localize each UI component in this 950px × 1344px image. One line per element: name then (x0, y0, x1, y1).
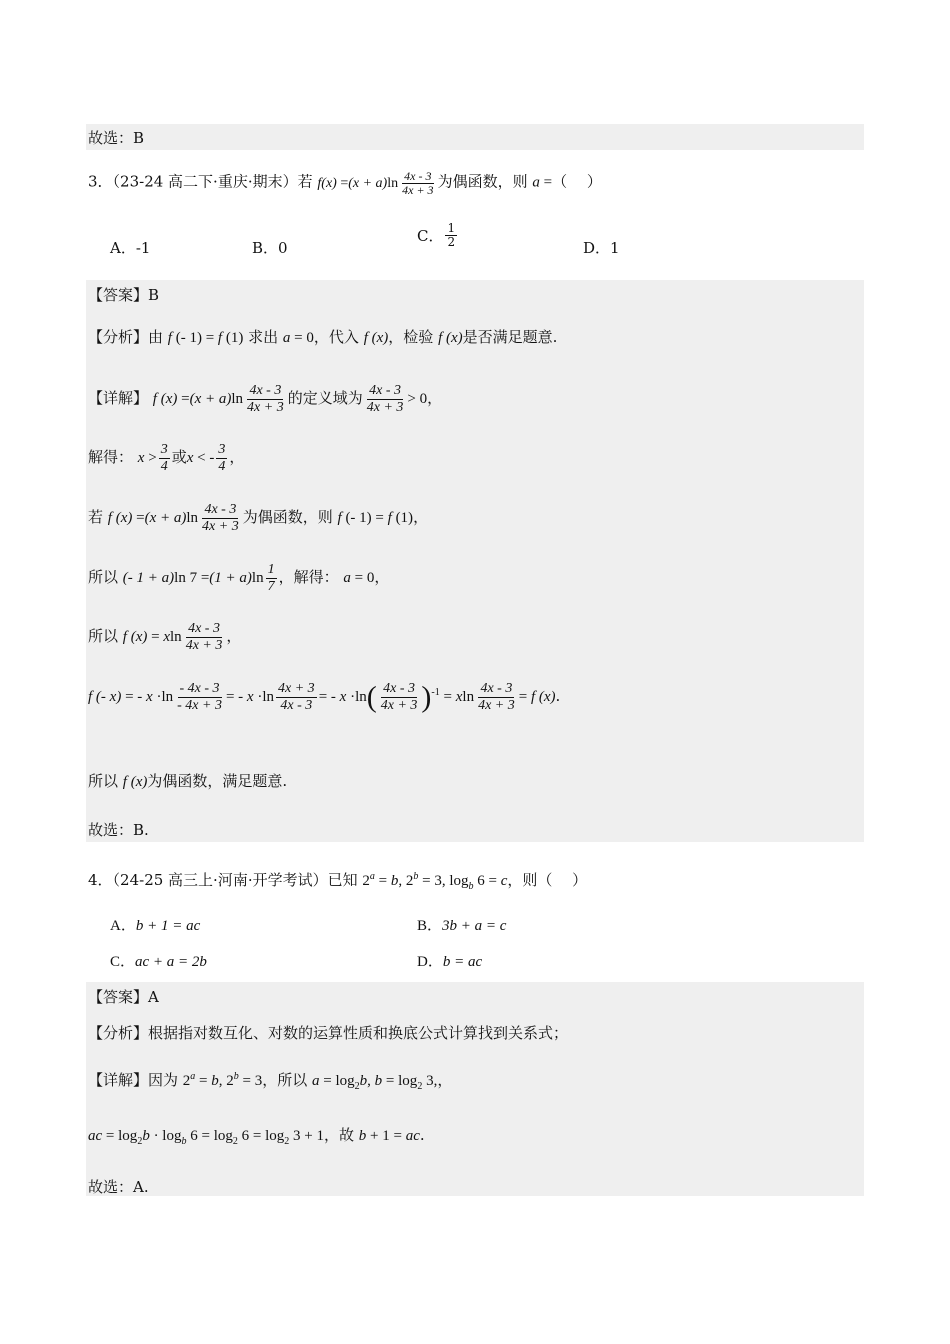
q3-stem-end: （ ） (552, 172, 602, 191)
q4-option-a[interactable]: A．b + 1 = ac (110, 918, 201, 934)
q3-detail: 【详解】 f (x) =(x + a)ln $\frac{4x - 3}{4x + 3}$ 的定义域为 $\frac{4x - 3}{4x + 3}$ > 0， (88, 383, 443, 415)
q3-fx-1: f (x) (363, 330, 389, 346)
q3-answer: 【答案】B (88, 286, 160, 304)
q3-if-condition: f (- 1) = f (1) (337, 509, 414, 526)
q3-solve-ineq2: x < - $\frac{3}{4}$ (186, 442, 226, 474)
q3-fx-2: f (x) (438, 330, 463, 346)
q4-detail-given: 2$^a$ = b, 2$^b$ = 3 (182, 1071, 263, 1089)
q3-so2-formula: f (x) = xln $\frac{4x - 3}{4x + 3}$ (122, 621, 223, 653)
q3-so3: 所以 f (x)为偶函数，满足题意. (88, 772, 288, 790)
q3-f-neg1-eq-f1: f (- 1) = f (1) (167, 330, 244, 346)
q4-answer: 【答案】A (88, 988, 159, 1006)
q4-option-d[interactable]: D．b = ac (417, 954, 483, 970)
q4-given: 2$^a$ = b, 2$^b$ = 3, $\log_b 6 = c$ (362, 871, 508, 892)
q3-function-formula: f(x) =(x + a)ln $\frac{4x - 3}{4x + 3}$ (317, 169, 434, 197)
q4-calc: ac = $\log_2b \cdot \log_b 6 = \log_2 6 = \log_2 3 + 1$，故 b + 1 = ac. (88, 1126, 425, 1147)
q3-source: （23-24 高二下·重庆·期末）若 (112, 172, 313, 191)
q3-detail-formula: f (x) =(x + a)ln $\frac{4x - 3}{4x + 3}$ (152, 383, 284, 415)
q3-option-d[interactable]: D．1 (583, 239, 620, 257)
q3-analysis: 【分析】由 f (- 1) = f (1) 求出 a = 0，代入 f (x)，检验 f (x)是否满足题意. (88, 328, 558, 346)
q3-chain: f (- x) = - x ·ln $\frac{- 4x - 3}{- 4x + 3}$ = - x ·ln $\frac{4x + 3}{4x - 3}$ = - x ·ln( $\frac{4x - 3}{4x + 3}$ )$^{-1}$ = xln $\frac{4x - 3}{4x + 3}$ = f (x). (88, 680, 561, 714)
q4-option-b[interactable]: B．3b + a = c (417, 918, 507, 934)
q3-so1-result: a = 0 (343, 569, 375, 586)
q4-calc-result: b + 1 = ac (358, 1128, 420, 1144)
q4-conclusion: 故选：A. (88, 1178, 149, 1196)
q3-so1: 所以 (- 1 + a)ln 7 =(1 + a)ln $\frac{1}{7}$ ，解得： a = 0， (88, 562, 390, 594)
q4-analysis: 【分析】根据指对数互化、对数的运算性质和换底公式计算找到关系式； (88, 1024, 569, 1042)
q3-solve-ineq1: x > $\frac{3}{4}$ (137, 442, 168, 474)
q4-calc-formula: ac = $\log_2b \cdot \log_b 6 = \log_2 6 = \log_2 3 + 1$ (88, 1128, 324, 1147)
q3-if-formula: f (x) =(x + a)ln $\frac{4x - 3}{4x + 3}$ (107, 502, 239, 534)
q3-chain-formula: f (- x) = - x ·ln $\frac{- 4x - 3}{- 4x + 3}$ = - x ·ln $\frac{4x + 3}{4x - 3}$ = - x ·ln( $\frac{4x - 3}{4x + 3}$ )$^{-1}$ = xln $\frac{4x - 3}{4x + 3}$ = f (x) (88, 680, 556, 714)
q3-solve: 解得： x > $\frac{3}{4}$ 或x < - $\frac{3}{4}$ ， (88, 442, 245, 474)
q3-if: 若 f (x) =(x + a)ln $\frac{4x - 3}{4x + 3}$ 为偶函数，则 f (- 1) = f (1)， (88, 502, 429, 534)
q3-so3-fx: f (x) (122, 774, 148, 790)
q3-so2: 所以 f (x) = xln $\frac{4x - 3}{4x + 3}$ ， (88, 621, 242, 653)
q4-stem: 4．（24-25 高三上·河南·开学考试）已知 2$^a$ = b, 2$^b$ = 3, $\log_b 6 = c$，则（ ） (88, 871, 588, 892)
q3-option-a[interactable]: A．-1 (110, 239, 151, 257)
q3-option-c-fraction: $\frac{1}{2}$ (447, 221, 456, 249)
q3-domain-inequality: $\frac{4x - 3}{4x + 3}$ > 0 (366, 383, 428, 415)
q4-detail-logs: $a = \log_2b$, $b = \log_2 3$, (312, 1073, 438, 1092)
q4-detail: 【详解】因为 2$^a$ = b, 2$^b$ = 3，所以 $a = \log_2b$, $b = \log_2 3$,， (88, 1071, 453, 1092)
q3-number: 3． (88, 172, 113, 191)
q3-stem (88, 170, 866, 197)
q3-var-a: a = (532, 174, 553, 191)
q3-solution-block (86, 280, 864, 842)
q2-conclusion: 故选：B (88, 129, 145, 147)
q3-a-eq-0: a = 0 (282, 330, 314, 346)
q3-option-b[interactable]: B．0 (252, 239, 288, 257)
q3-stem-mid: 为偶函数，则 (437, 172, 528, 191)
q4-option-c[interactable]: C．ac + a = 2b (110, 954, 207, 970)
q3-conclusion: 故选：B. (88, 821, 149, 839)
q3-option-c[interactable]: C． $\frac{1}{2}$ (417, 221, 456, 249)
q3-so1-equation: (- 1 + a)ln 7 =(1 + a)ln $\frac{1}{7}$ (122, 562, 275, 594)
